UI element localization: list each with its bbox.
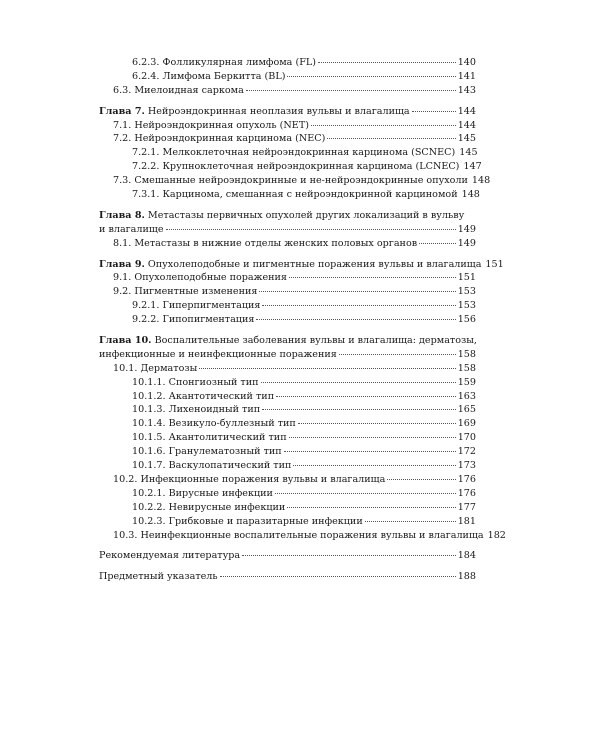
toc-chapter-line1[interactable]: Глава 10. Воспалительные заболевания вульвы и влагалища: дерматозы, [99, 335, 477, 347]
toc-entry[interactable]: 7.3.1. Карцинома, смешанная с нейроэндокринной карциномой 148 [132, 189, 480, 201]
toc-entry[interactable]: 7.2.2. Крупноклеточная нейроэндокринная карцинома (LCNEC) 147 [132, 161, 482, 173]
toc-chapter[interactable]: и влагалище 149 [99, 223, 476, 235]
toc-entry[interactable]: 8.1. Метастазы в нижние отделы женских половых органов 149 [113, 237, 476, 249]
toc-entry[interactable]: 9.2.1. Гиперпигментация 153 [132, 300, 476, 312]
toc-entry[interactable]: 10.2.1. Вирусные инфекции 176 [132, 487, 476, 499]
toc-entry[interactable]: 10.1. Дерматозы 158 [113, 362, 476, 374]
toc-entry[interactable]: 10.1.3. Лихеноидный тип 165 [132, 404, 476, 416]
toc-entry[interactable]: 7.1. Нейроэндокринная опухоль (NET) 144 [113, 119, 476, 131]
toc-entry[interactable]: 10.1.1. Спонгиозный тип 159 [132, 376, 476, 388]
toc-literature[interactable]: Рекомендуемая литература 184 [99, 550, 476, 562]
toc-chapter[interactable]: Глава 7. Нейроэндокринная неоплазия вульвы и влагалища 144 [99, 105, 476, 117]
toc-entry[interactable]: 10.1.4. Везикуло-буллезный тип 169 [132, 418, 476, 430]
toc-entry[interactable]: 10.1.7. Васкулопатический тип 173 [132, 460, 476, 472]
toc-entry[interactable]: 7.2.1. Мелкоклеточная нейроэндокринная карцинома (SCNEC) 145 [132, 147, 478, 159]
toc-entry[interactable]: 10.2.2. Невирусные инфекции 177 [132, 501, 476, 513]
toc-entry[interactable]: 7.2. Нейроэндокринная карцинома (NEC) 145 [113, 133, 476, 145]
toc-entry[interactable]: 9.2. Пигментные изменения 153 [113, 286, 476, 298]
toc-entry[interactable]: 10.2. Инфекционные поражения вульвы и влагалища 176 [113, 473, 476, 485]
table-of-contents [99, 56, 506, 584]
toc-chapter[interactable]: Глава 9. Опухолеподобные и пигментные поражения вульвы и влагалища 151 [99, 258, 504, 270]
toc-entry[interactable]: 7.3. Смешанные нейроэндокринные и не-нейроэндокринные опухоли 148 [113, 175, 491, 187]
toc-entry[interactable]: 6.2.3. Фолликулярная лимфома (FL) 140 [132, 57, 476, 68]
toc-entry[interactable]: 10.3. Неинфекционные воспалительные поражения вульвы и влагалища 182 [113, 529, 506, 541]
toc-chapter[interactable]: инфекционные и неинфекционные поражения 158 [99, 348, 476, 360]
toc-entry[interactable]: 9.2.2. Гипопигментация 156 [132, 314, 476, 326]
toc-entry[interactable]: 10.2.3. Грибковые и паразитарные инфекции 181 [132, 515, 476, 527]
toc-entry[interactable]: 6.2.4. Лимфома Беркитта (BL) 141 [132, 70, 476, 82]
toc-entry[interactable]: 9.1. Опухолеподобные поражения 151 [113, 272, 476, 284]
toc-chapter-line1[interactable]: Глава 8. Метастазы первичных опухолей других локализаций в вульву [99, 209, 465, 221]
toc-entry[interactable]: 6.3. Миелоидная саркома 143 [113, 84, 476, 96]
toc-entry[interactable]: 10.1.6. Гранулематозный тип 172 [132, 446, 476, 458]
toc-entry[interactable]: 10.1.2. Акантотический тип 163 [132, 390, 476, 402]
toc-entry[interactable]: 10.1.5. Акантолитический тип 170 [132, 432, 476, 444]
toc-subject-index[interactable]: Предметный указатель 188 [99, 571, 476, 583]
